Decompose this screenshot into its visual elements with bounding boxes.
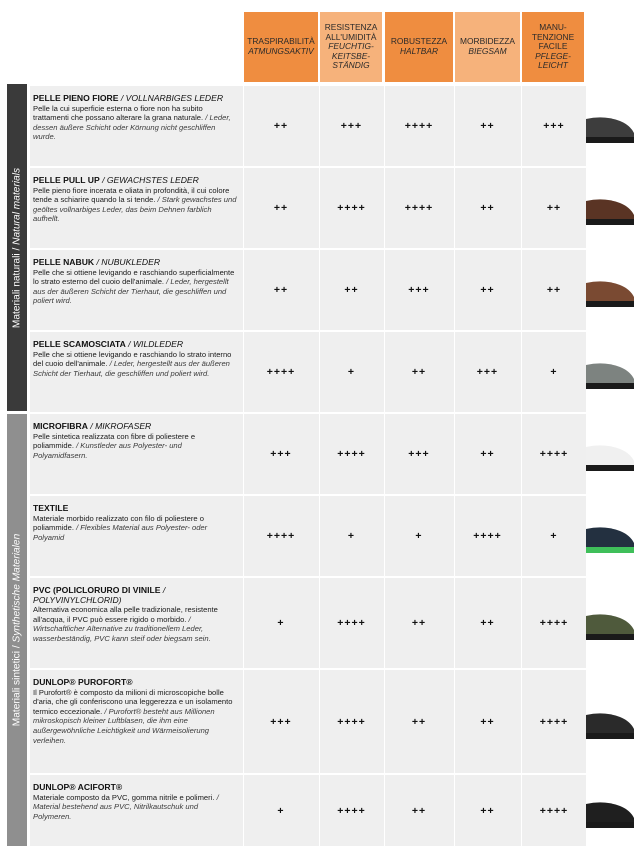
material-text-it: Pelle che si ottiene levigando e raschiando superficialmente lo strato esterno del cuoio dell'animale. xyxy=(33,267,235,287)
rating-cell: ++ xyxy=(411,617,427,629)
material-description xyxy=(33,258,238,306)
material-text-de: / Flexibles Material aus Polyester- oder Polyamid xyxy=(33,523,208,542)
table-row xyxy=(30,168,586,248)
material-text-it: Alternativa economica alla pelle tradizionale, resistente all'acqua, il PVC può essere rigido o morbido. xyxy=(33,605,218,624)
rating-cell: ++ xyxy=(411,804,427,817)
shoe-image xyxy=(586,433,634,475)
material-text-it: Materiale composto da PVC, gomma nitrile e polimeri. xyxy=(33,792,215,802)
material-title: TEXTILE xyxy=(33,503,69,513)
shoe-image xyxy=(586,701,634,743)
column-divider xyxy=(384,496,385,576)
column-divider xyxy=(521,250,522,330)
column-divider xyxy=(454,578,455,668)
rating-cell: ++++ xyxy=(266,530,296,542)
rating-cell: ++++ xyxy=(337,715,366,728)
table-row xyxy=(30,496,586,576)
material-title: PELLE PULL UP / GEWACHSTES LEDER xyxy=(33,175,199,185)
column-divider xyxy=(319,250,320,330)
column-divider xyxy=(319,775,320,846)
material-description xyxy=(33,176,238,224)
material-description xyxy=(33,340,238,378)
rating-cell: ++++ xyxy=(539,804,569,817)
column-header-resistenza-umidita xyxy=(320,12,382,82)
column-header-de: PFLEGE-LEICHT xyxy=(535,50,571,71)
material-title: PELLE PIENO FIORE / VOLLNARBIGES LEDER xyxy=(33,93,224,103)
column-header-morbidezza xyxy=(455,12,520,82)
group-label-natural xyxy=(7,84,27,411)
column-divider xyxy=(521,775,522,846)
column-divider xyxy=(243,414,244,494)
rating-cell: +++ xyxy=(543,120,565,132)
column-divider xyxy=(454,86,455,166)
rating-cell: + xyxy=(277,617,285,629)
group-label-text: Materiali sintetici / Synthetische Materialen xyxy=(11,533,23,727)
material-title: DUNLOP® ACIFORT® xyxy=(33,782,123,792)
column-divider xyxy=(384,414,385,494)
rating-cell: ++++ xyxy=(337,448,366,460)
material-text-it: Materiale morbido realizzato con filo di poliestere o poliammide. xyxy=(33,513,204,533)
rating-cell: + xyxy=(347,530,356,542)
rating-cell: ++ xyxy=(546,284,562,296)
column-divider xyxy=(384,86,385,166)
rating-cell: ++ xyxy=(546,202,562,214)
rating-cell: ++ xyxy=(411,715,427,728)
rating-cell: + xyxy=(415,530,423,542)
column-header-de: ATMUNGSAKTIV xyxy=(248,46,314,56)
column-divider xyxy=(454,775,455,846)
rating-cell: ++++ xyxy=(473,530,502,542)
column-divider xyxy=(454,332,455,412)
rating-cell: ++++ xyxy=(337,617,366,629)
table-row xyxy=(30,414,586,494)
column-divider xyxy=(384,250,385,330)
rating-cell: ++++ xyxy=(539,617,569,629)
shoe-image xyxy=(586,269,634,311)
rating-cell: ++ xyxy=(344,284,359,296)
column-divider xyxy=(454,414,455,494)
rating-cell: +++ xyxy=(340,120,363,132)
rating-cell: + xyxy=(550,366,558,378)
table-row xyxy=(30,250,586,330)
material-text-de: / Leder, dessen äußere Schicht oder Körnung nicht geschliffen wurde. xyxy=(33,113,231,142)
rating-cell: ++ xyxy=(480,715,495,728)
material-description xyxy=(33,783,238,821)
material-description xyxy=(33,586,238,644)
column-divider xyxy=(319,496,320,576)
column-divider xyxy=(243,496,244,576)
rating-cell: + xyxy=(550,530,558,542)
column-divider xyxy=(521,332,522,412)
material-title: DUNLOP® PUROFORT® xyxy=(33,677,133,687)
column-divider xyxy=(319,332,320,412)
column-divider xyxy=(243,578,244,668)
shoe-image xyxy=(586,515,634,557)
rating-cell: ++++ xyxy=(337,202,366,214)
material-text-it: Pelle che si ottiene levigando e raschiando lo strato interno del cuoio dell'animale. xyxy=(33,349,232,369)
column-header-de: BIEGSAM xyxy=(468,46,507,56)
material-text-de: / Purofort® besteht aus Millionen mikroskopisch kleiner Luftblasen, die ihm eine außergewöhnliche Leichtigkeit und Wärmeisolierung verleihen. xyxy=(33,706,215,745)
shoe-image xyxy=(586,602,634,644)
shoe-image xyxy=(586,790,634,832)
column-divider xyxy=(319,578,320,668)
column-header-de: HALTBAR xyxy=(399,46,438,56)
rating-cell: +++ xyxy=(408,448,430,460)
table-row xyxy=(30,578,586,668)
material-text-de: / Leder, hergestellt aus der äußeren Schicht der Tierhaut, die geschliffen und poliert wird. xyxy=(33,359,230,378)
column-divider xyxy=(243,86,244,166)
column-divider xyxy=(243,250,244,330)
column-header-it: MORBIDEZZA xyxy=(460,36,515,47)
group-label-synthetic xyxy=(7,414,27,846)
rating-cell: ++++ xyxy=(337,804,366,817)
column-divider xyxy=(319,168,320,248)
column-header-it: TRASPIRABILITÀ xyxy=(247,36,315,47)
rating-cell: ++ xyxy=(411,366,427,378)
column-divider xyxy=(384,168,385,248)
table-row xyxy=(30,775,586,846)
rating-cell: ++ xyxy=(480,202,495,214)
column-divider xyxy=(243,775,244,846)
rating-cell: + xyxy=(347,366,356,378)
rating-cell: ++++ xyxy=(404,120,434,132)
column-divider xyxy=(319,86,320,166)
column-divider xyxy=(384,775,385,846)
column-divider xyxy=(384,332,385,412)
rating-cell: +++ xyxy=(476,366,499,378)
material-title: MICROFIBRA / MIKROFASER xyxy=(33,421,152,431)
material-text-de: / Leder, hergestellt aus der äußeren Schicht der Tierhaut, die geschliffen und poliert wird. xyxy=(33,277,229,306)
column-divider xyxy=(384,670,385,773)
material-description xyxy=(33,504,238,542)
rating-cell: ++ xyxy=(480,120,495,132)
column-divider xyxy=(521,496,522,576)
material-text-de: / Material bestehend aus PVC, Nitrilkautschuk und Polymeren. xyxy=(33,792,219,821)
column-divider xyxy=(384,578,385,668)
column-header-manutenzione xyxy=(522,12,584,82)
table-row xyxy=(30,332,586,412)
material-title: PELLE NABUK / NUBUKLEDER xyxy=(33,257,161,267)
rating-cell: ++ xyxy=(480,617,495,629)
group-label-text: Materiali naturali / Natural materials xyxy=(11,167,23,328)
rating-cell: + xyxy=(277,804,285,817)
column-divider xyxy=(454,168,455,248)
rating-cell: ++ xyxy=(273,120,289,132)
rating-cell: ++++ xyxy=(539,448,569,460)
material-text-de: / Stark gewachstes und geöltes vollnarbiges Leder, das beim Dehnen farblich aufhellt. xyxy=(33,195,237,224)
material-text-it: Pelle sintetica realizzata con fibre di poliestere e poliammide. xyxy=(33,431,196,451)
shoe-image xyxy=(586,105,634,147)
material-text-it: Pelle pieno fiore incerata e oliata in profondità, il cui colore tende a schiarire quando la si tende. xyxy=(33,185,230,205)
column-divider xyxy=(243,332,244,412)
rating-cell: +++ xyxy=(270,448,292,460)
column-header-robustezza xyxy=(385,12,453,82)
column-divider xyxy=(521,168,522,248)
table-row xyxy=(30,86,586,166)
column-divider xyxy=(243,670,244,773)
column-divider xyxy=(243,168,244,248)
column-header-traspirabilita xyxy=(244,12,318,82)
column-divider xyxy=(521,670,522,773)
column-header-it: RESISTENZA ALL'UMIDITÀ xyxy=(324,22,378,42)
material-text-de: / Kunstleder aus Polyester- und Polyamidfasern. xyxy=(33,441,182,460)
column-divider xyxy=(521,86,522,166)
rating-cell: ++++ xyxy=(539,715,569,728)
column-header-de: FEUCHTIG-KEITSBE-STÄNDIG xyxy=(328,41,374,71)
material-text-it: Pelle la cui superficie esterna o fiore non ha subito trattamenti che possano alterare la grana naturale. xyxy=(33,103,204,123)
material-title: PELLE SCAMOSCIATA / WILDLEDER xyxy=(33,339,184,349)
column-header-it: ROBUSTEZZA xyxy=(390,36,448,47)
rating-cell: ++++ xyxy=(404,202,434,214)
column-header-it: MANU-TENZIONE FACILE xyxy=(531,22,575,52)
rating-cell: ++ xyxy=(273,284,289,296)
column-divider xyxy=(454,670,455,773)
column-divider xyxy=(319,670,320,773)
material-text-it: Il Purofort® è composto da milioni di microscopiche bolle d'aria, che gli conferiscono una leggerezza e un isolamento termico eccezionale. xyxy=(33,687,233,716)
rating-cell: ++ xyxy=(273,202,289,214)
material-title: PVC (POLICLORURO DI VINILE / POLYVINYLCHLORID) xyxy=(33,585,166,605)
rating-cell: ++++ xyxy=(266,366,296,378)
shoe-image xyxy=(586,351,634,393)
column-divider xyxy=(454,496,455,576)
shoe-image xyxy=(586,187,634,229)
rating-cell: ++ xyxy=(480,804,495,817)
table-row xyxy=(30,670,586,773)
rating-cell: ++ xyxy=(480,448,495,460)
column-divider xyxy=(454,250,455,330)
rating-cell: ++ xyxy=(480,284,495,296)
rating-cell: +++ xyxy=(408,284,430,296)
column-divider xyxy=(521,414,522,494)
material-text-de: / Wirtschaftlicher Alternative zu traditionellem Leder, wasserbeständig, PVC kann steif oder biegsam sein. xyxy=(33,614,211,643)
material-description xyxy=(33,94,238,142)
material-description xyxy=(33,422,238,460)
column-divider xyxy=(521,578,522,668)
material-description xyxy=(33,678,238,745)
rating-cell: +++ xyxy=(270,715,292,728)
column-divider xyxy=(319,414,320,494)
